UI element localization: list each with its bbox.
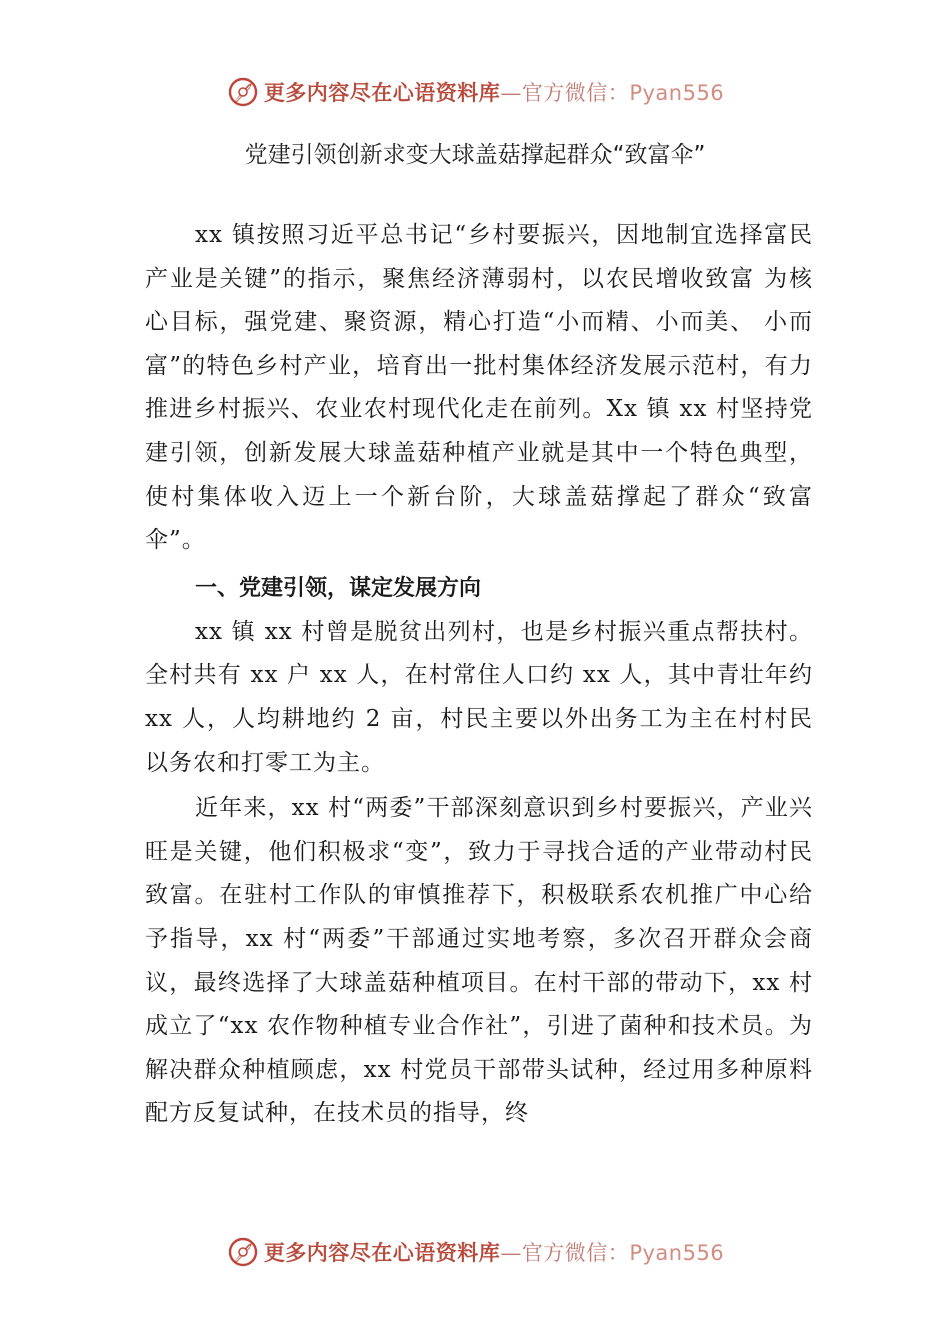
watermark-wechat-id: Pyan556 (629, 81, 725, 105)
watermark-lead: 更多内容尽在心语资料库 (263, 1240, 501, 1265)
intro-paragraph: xx 镇按照习近平总书记“乡村要振兴，因地制宜选择富民产业是关键”的指示，聚焦经济薄弱村，以农民增收致富 为核心目标，强党建、聚资源，精心打造“小而精、小而美、 小而富”的特色乡村产业，培育出一批村集体经济发展示范村，有力推进乡村振兴、农业农村现代化走在前列。Xx 镇 xx 村坚持党建引领，创新发展大球盖菇种植产业就是其中一个特色典型，使村集体收入迈上一个新台阶，大球盖菇撑起了群众“致富伞”。 (145, 222, 813, 554)
watermark-text (264, 1237, 724, 1267)
section-paragraph-1: xx 镇 xx 村曾是脱贫出列村，也是乡村振兴重点帮扶村。全村共有 xx 户 xx 人，在村常住人口约 xx 人，其中青壮年约 xx 人，人均耕地约 2 亩，村民主要以外出务工为主在村村民以务农和打零工为主。 (145, 618, 813, 776)
quill-logo-icon (226, 75, 260, 109)
document-body (145, 214, 813, 1136)
section-heading: 一、党建引领，谋定发展方向 (195, 575, 482, 601)
document-title: 党建引领创新求变大球盖菇撑起群众“致富伞” (244, 142, 706, 168)
footer-watermark-banner (0, 1232, 950, 1272)
watermark-official: 官方微信： (521, 1241, 630, 1265)
watermark-dash: — (500, 81, 522, 105)
watermark-official: 官方微信： (521, 81, 630, 105)
watermark-text (264, 77, 724, 107)
watermark-lead: 更多内容尽在心语资料库 (263, 80, 501, 105)
watermark-dash: — (500, 1241, 522, 1265)
watermark-wechat-id: Pyan556 (629, 1241, 725, 1265)
quill-logo-icon (226, 1235, 260, 1269)
header-watermark-banner (0, 72, 950, 112)
section-paragraph-2: 近年来，xx 村“两委”干部深刻意识到乡村要振兴，产业兴旺是关键，他们积极求“变”，致力于寻找合适的产业带动村民致富。在驻村工作队的审慎推荐下，积极联系农机推广中心给予指导，xx 村“两委”干部通过实地考察，多次召开群众会商议，最终选择了大球盖菇种植项目。在村干部的带动下，xx 村成立了“xx 农作物种植专业合作社”，引进了菌种和技术员。为解决群众种植顾虑，xx 村党员干部带头试种，经过用多种原料配方反复试种，在技术员的指导，终 (145, 795, 813, 1127)
